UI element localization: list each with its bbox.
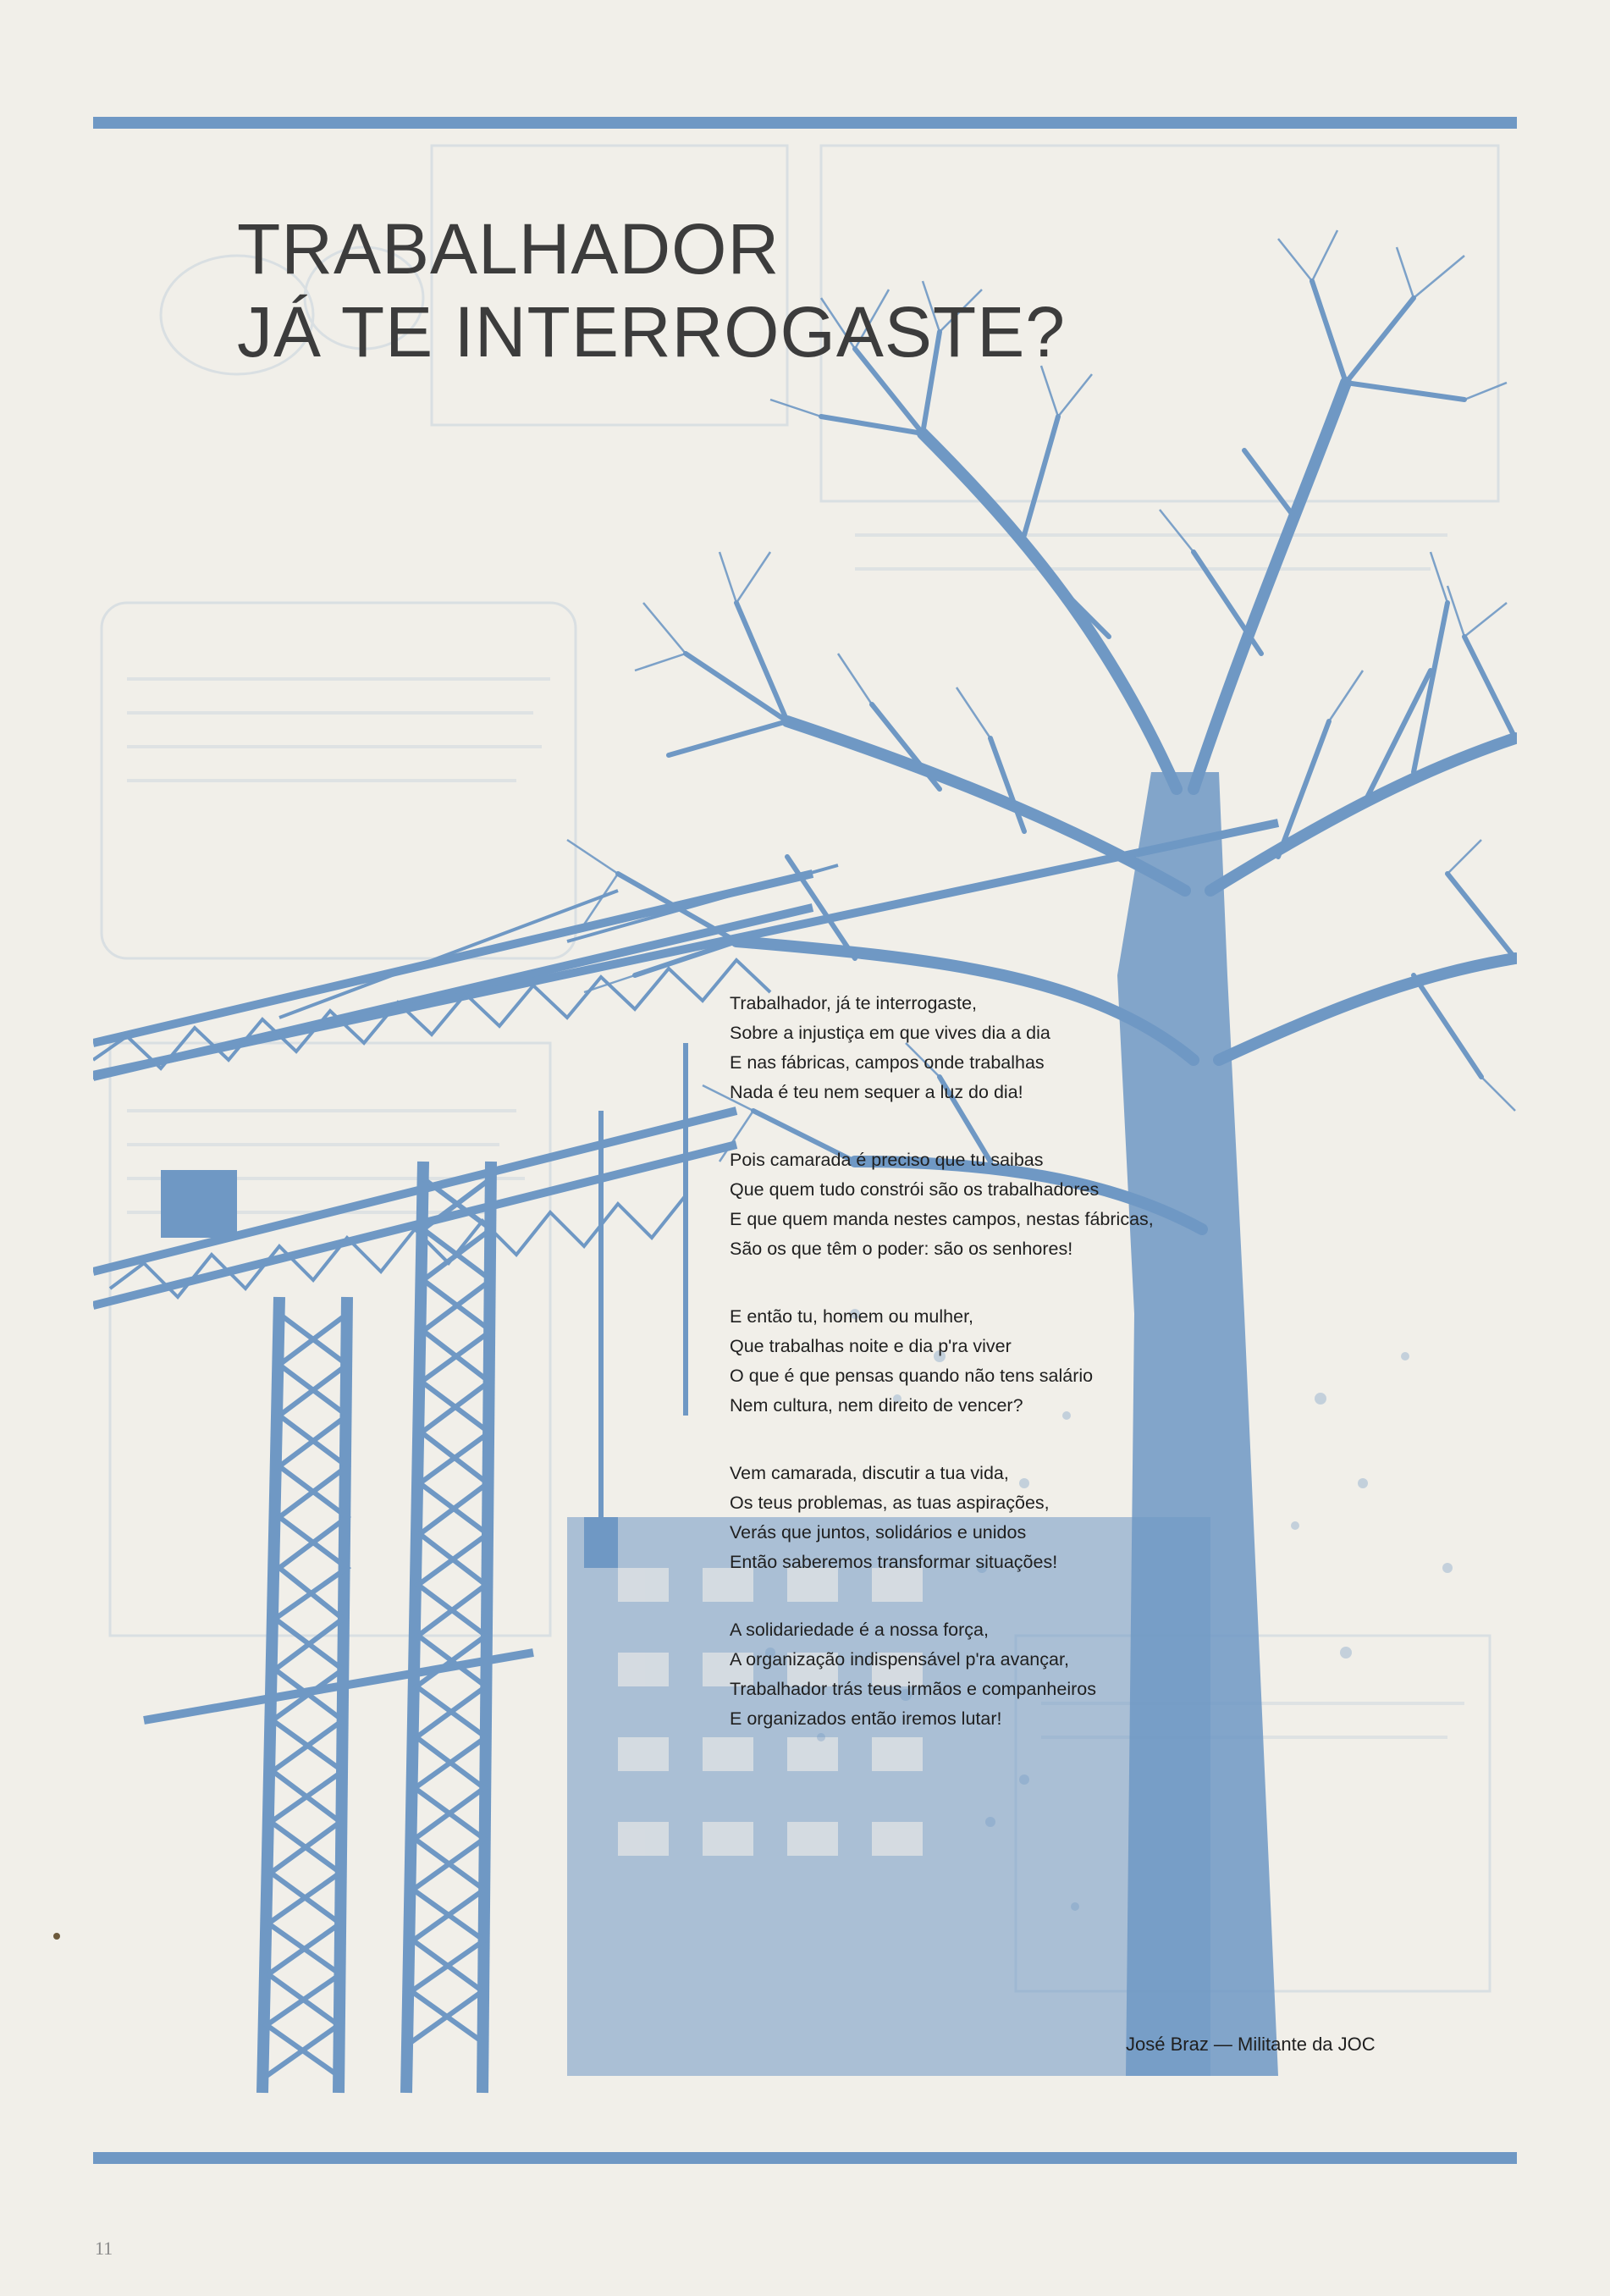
poem-line: Que quem tudo constrói são os trabalhadores <box>730 1179 1100 1200</box>
poem-stanza <box>730 1615 1373 1734</box>
poem-stanza <box>730 989 1373 1107</box>
poem-line: E que quem manda nestes campos, nestas fábricas, <box>730 1209 1154 1229</box>
poem-line: Trabalhador trás teus irmãos e companheiros <box>730 1679 1096 1699</box>
poem-stanza <box>730 1145 1373 1264</box>
poem-line: Então saberemos transformar situações! <box>730 1552 1058 1572</box>
poem <box>730 989 1373 1772</box>
poem-line: E organizados então iremos lutar! <box>730 1708 1002 1729</box>
poem-line: Os teus problemas, as tuas aspirações, <box>730 1493 1050 1513</box>
page-number: 11 <box>95 2238 113 2259</box>
poem-line: E nas fábricas, campos onde trabalhas <box>730 1052 1045 1073</box>
author-signature: José Braz — Militante da JOC <box>1126 2034 1376 2055</box>
binding-hole-dot <box>53 1933 60 1940</box>
bottom-blue-rule <box>93 2152 1517 2164</box>
poem-line: A solidariedade é a nossa força, <box>730 1620 989 1640</box>
poem-line: Verás que juntos, solidários e unidos <box>730 1522 1027 1543</box>
top-blue-rule <box>93 117 1517 129</box>
poem-line: Nem cultura, nem direito de vencer? <box>730 1395 1023 1416</box>
poem-line: O que é que pensas quando não tens salário <box>730 1366 1094 1386</box>
poem-line: Nada é teu nem sequer a luz do dia! <box>730 1082 1023 1102</box>
poem-stanza <box>730 1302 1373 1421</box>
poem-line: E então tu, homem ou mulher, <box>730 1306 974 1327</box>
poem-line: Trabalhador, já te interrogaste, <box>730 993 978 1013</box>
poem-line: A organização indispensável p'ra avançar, <box>730 1649 1069 1670</box>
title-line-1: TRABALHADOR <box>237 209 780 289</box>
title-line-2: JÁ TE INTERROGASTE? <box>237 292 1066 372</box>
poem-line: São os que têm o poder: são os senhores! <box>730 1239 1073 1259</box>
poem-line: Pois camarada é preciso que tu saibas <box>730 1150 1044 1170</box>
poem-line: Vem camarada, discutir a tua vida, <box>730 1463 1009 1483</box>
poem-line: Sobre a injustiça em que vives dia a dia <box>730 1023 1050 1043</box>
poster-title <box>237 207 1066 373</box>
poem-stanza <box>730 1459 1373 1577</box>
poem-line: Que trabalhas noite e dia p'ra viver <box>730 1336 1012 1356</box>
